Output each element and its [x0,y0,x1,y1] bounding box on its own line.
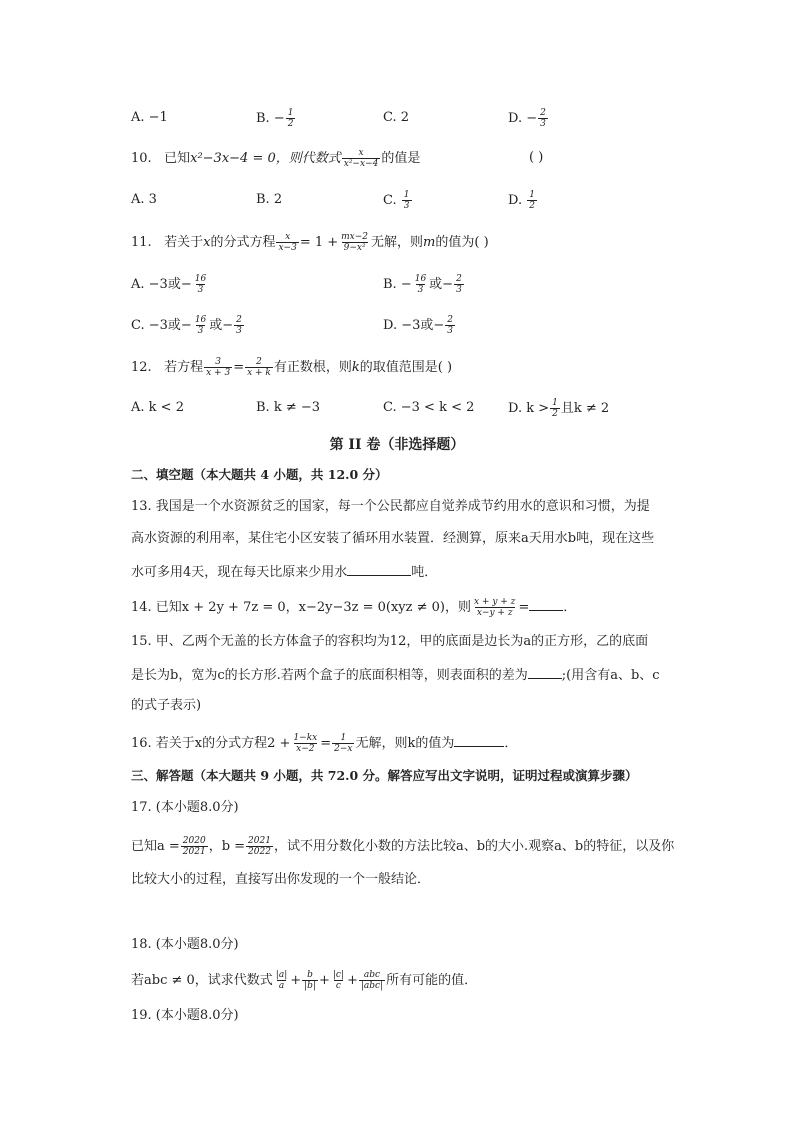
question-15-line1: 15. 甲、乙两个无盖的长方体盒子的容积均为12，甲的底面是边长为a的正方形，乙的底面 [131,634,649,649]
q10-option-a: A. 3 [131,192,157,207]
question-10: 10. 已知x²−3x−4 = 0，则代数式 $\frac{x}{\text{x²−x−4}}$ 的值是 ( ) [131,148,544,169]
q9-option-b: B. − $\frac{1}{2}$ [256,108,294,129]
q9-option-c: C. 2 [383,110,410,125]
q12-option-d: D. k > $\frac{1}{2}$ 且k ≠ 2 [508,398,610,419]
fill-in-header: 二、填空题（本大题共 4 小题，共 12.0 分） [131,467,388,482]
q12-option-b: B. k ≠ −3 [256,400,321,415]
q12-option-c: C. −3 < k < 2 [383,400,475,415]
answer-blank[interactable] [529,596,563,611]
question-18-body: 若abc ≠ 0，试求代数式 $\frac{|a|}{a}$ + $\frac{b}{|b|}$ + $\frac{|c|}{c}$ + $\frac{\text{abc}}{\text{|abc|}}$ 所有可能的值． [131,970,478,991]
question-17-line2: 比较大小的过程，直接写出你发现的一个一般结论． [131,872,431,887]
q10-option-b: B. 2 [256,192,283,207]
q10-option-c: C. $\frac{1}{3}$ [383,190,410,211]
question-17-line1: 已知a = $\frac{2020}{2021}$ ，b = $\frac{2021}{2022}$ ，试不用分数化小数的方法比较a、b的大小.观察a、b的特征，以及你 [131,836,675,857]
question-12: 12. 若方程 $\frac{3}{x + 3}$ = $\frac{2}{x + k}$ 有正数根，则k的取值范围是( ) [131,357,453,378]
q11-option-b: B. − $\frac{16}{3}$ 或− $\frac{2}{3}$ [383,274,462,295]
question-15-line3: 的式子表示) [131,698,202,713]
answer-section-header: 三、解答题（本大题共 9 小题，共 72.0 分。解答应写出文字说明，证明过程或演算步骤） [131,768,638,783]
answer-blank[interactable] [528,664,562,679]
question-18-head: 18. (本小题8.0分) [131,937,239,952]
q9-option-a: A. −1 [131,110,168,125]
question-16: 16. 若关于x的分式方程2 + $\frac{1-kx}{x-2}$ = $\frac{1}{2-x}$ 无解，则k的值为 ． [131,733,518,754]
q10-option-d: D. $\frac{1}{2}$ [508,190,535,211]
answer-blank[interactable] [347,561,411,576]
q11-option-a: A. −3或− $\frac{16}{3}$ [131,274,207,295]
q12-option-a: A. k < 2 [131,400,184,415]
q11-option-c: C. −3或− $\frac{16}{3}$ 或− $\frac{2}{3}$ [131,315,242,336]
q11-option-d: D. −3或− $\frac{2}{3}$ [383,315,454,336]
question-14: 14. 已知x + 2y + 7z = 0，x−2y−3z = 0(xyz ≠ 0)，则 $\frac{x + y + z}{x-y + z}$ = ． [131,597,577,618]
answer-blank[interactable] [454,732,504,747]
question-13-line3: 水可多用4天，现在每天比原来少用水 吨． [131,561,437,583]
question-13-line1: 13. 我国是一个水资源贫乏的国家，每一个公民都应自觉养成节约用水的意识和习惯，为提 [131,499,650,514]
question-13-line2: 高水资源的利用率，某住宅小区安装了循环用水装置．经测算，原来a天用水b吨，现在这些 [131,531,655,546]
question-11: 11. 若关于x的分式方程 $\frac{x}{x-3}$ = 1 + $\frac{mx-2}{\text{9−x²}}$ 无解，则m的值为( ) [131,232,489,253]
question-17-head: 17. (本小题8.0分) [131,800,239,815]
question-15-line2: 是长为b，宽为c的长方形.若两个盒子的底面积相等，则表面积的差为 ;(用含有a、b、c [131,664,660,686]
q9-option-d: D. − $\frac{2}{3}$ [508,108,546,129]
question-19-head: 19. (本小题8.0分) [131,1008,239,1023]
section-2-title: 第 II 卷（非选择题） [329,437,465,453]
